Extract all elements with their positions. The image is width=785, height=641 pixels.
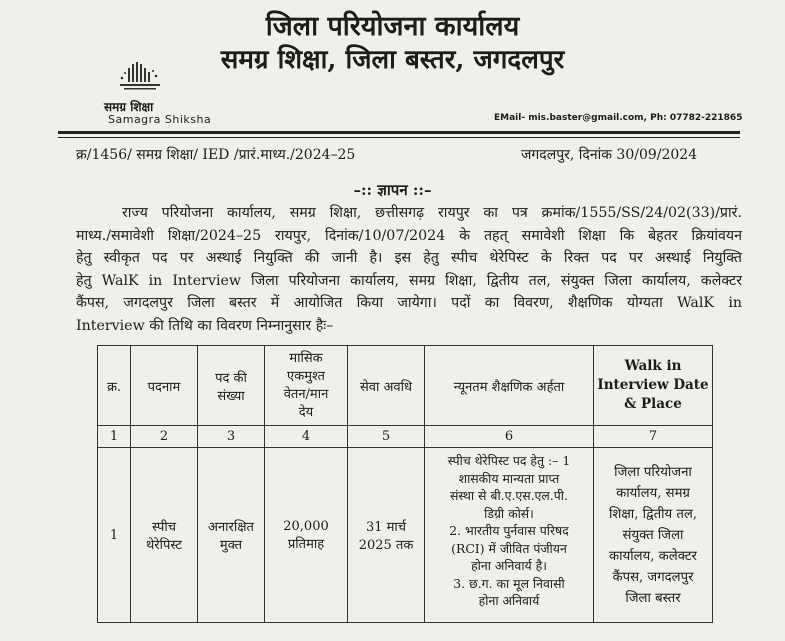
col-header-post: पदनाम	[131, 346, 198, 426]
place-line: संयुक्त जिला	[622, 527, 684, 543]
logo-text-english: Samagra Shiksha	[108, 113, 212, 126]
qual-line: 3. छ.ग. का मूल निवासी	[453, 575, 565, 591]
cell-count	[198, 448, 265, 623]
qual-line: स्पीच थेरेपिस्ट पद हेतु :– 1	[447, 453, 571, 468]
cell-duration	[348, 448, 425, 623]
samagra-shiksha-logo-icon	[118, 60, 162, 96]
qual-line: (RCI) में जीवित पंजीयन	[451, 540, 567, 556]
qual-line: शासकीय मान्यता प्राप्त	[458, 470, 560, 486]
cell-post	[131, 448, 198, 623]
col-number: 4	[265, 426, 348, 448]
col-header-qualification: न्यूनतम शैक्षणिक अर्हता	[425, 346, 594, 426]
place-line: कार्यालय, कलेक्टर	[609, 548, 697, 564]
memo-body	[76, 202, 742, 338]
col-number: 1	[98, 426, 131, 448]
letter-reference: क्र/1456/ समग्र शिक्षा/ IED /प्रारं.माध्य./2024–25	[76, 147, 356, 163]
place-line: शिक्षा, द्वितीय तल,	[608, 506, 698, 522]
office-title: जिला परियोजना कार्यालय	[265, 11, 520, 42]
salary-header-line: एकमुश्त	[287, 368, 325, 384]
col-number: 2	[131, 426, 198, 448]
walk-header-line: Walk in	[624, 358, 682, 374]
count-line: अनारक्षित	[208, 520, 254, 535]
walk-header-line: Interview Date	[597, 377, 709, 393]
qual-line: होना अनिवार्य	[478, 593, 540, 608]
table-number-row	[98, 426, 713, 448]
salary-header-line: मासिक	[289, 350, 323, 366]
memo-line: कैंपस, जगदलपुर जिला बस्तर में आयोजित किया जायेगा। पदों का विवरण, शैक्षणिक योग्यता WalK in	[76, 295, 742, 312]
header-rule-thin	[58, 137, 740, 138]
post-line: स्पीच	[151, 520, 177, 535]
salary-line: 20,000	[283, 518, 329, 534]
qual-line: संस्था से बी.ए.एस.एल.पी.	[450, 488, 568, 503]
cell-sno: 1	[98, 448, 131, 623]
logo-text-hindi: समग्र शिक्षा	[104, 100, 154, 114]
place-line: जिला परियोजना	[614, 464, 692, 480]
memo-line: राज्य परियोजना कार्यालय, समग्र शिक्षा, छत्तीसगढ़ रायपुर का पत्र क्रमांक/1555/SS/24/02(33)/प्रारं.	[122, 205, 742, 221]
col-number: 6	[425, 426, 594, 448]
col-header-duration: सेवा अवधि	[348, 346, 425, 426]
duration-line: 2025 तक	[358, 538, 414, 553]
table-row	[98, 448, 713, 623]
memo-heading: –:: ज्ञापन ::–	[353, 181, 432, 199]
cell-salary	[265, 448, 348, 623]
memo-line: हेतु WalK in Interview जिला परियोजना कार्यालय, समग्र शिक्षा, द्वितीय तल, संयुक्त जिला कार्यालय, कलेक्टर	[76, 272, 742, 289]
salary-header-line: वेतन/मान	[283, 386, 329, 402]
posts-table	[97, 345, 713, 623]
qual-line: डिग्री कोर्स।	[484, 505, 534, 521]
col-number: 5	[348, 426, 425, 448]
table-header-row	[98, 346, 713, 426]
col-number: 7	[594, 426, 713, 448]
memo-line: हेतु स्वीकृत पद पर अस्थाई नियुक्ति की जानी है। इस हेतु स्पीच थेरेपिस्ट के रिक्त पद पर अस्थाई नियुक्ति	[76, 250, 742, 267]
count-line: मुक्त	[219, 538, 243, 553]
qual-line: 2. भारतीय पुर्नवास परिषद	[449, 523, 569, 538]
walk-header-line: & Place	[624, 396, 682, 412]
col-number: 3	[198, 426, 265, 448]
post-line: थेरेपिस्ट	[146, 538, 182, 553]
place-line: कैंपस, जगदलपुर	[612, 569, 694, 585]
duration-line: 31 मार्च	[365, 520, 407, 535]
letter-date: जगदलपुर, दिनांक 30/09/2024	[521, 147, 698, 163]
col-header-count: पद की संख्या	[198, 346, 265, 426]
place-line: कार्यालय, समग्र	[616, 485, 690, 501]
salary-line: प्रतिमाह	[287, 536, 325, 552]
cell-qualification	[425, 448, 594, 623]
col-header-sno: क्र.	[98, 346, 131, 426]
qual-line: होना अनिवार्य है।	[471, 558, 547, 573]
cell-walk-in-place	[594, 448, 713, 623]
col-header-salary	[265, 346, 348, 426]
memo-line: Interview की तिथि का विवरण निम्नानुसार हैः–	[76, 317, 334, 334]
col-header-walk-in	[594, 346, 713, 426]
memo-line: माध्य./समावेशी शिक्षा/2024–25 रायपुर, दिनांक/10/07/2024 के तहत् समावेशी शिक्षा कि बेहतर क्रियांवयन	[76, 227, 742, 244]
contact-email-phone: EMail- mis.baster@gmail.com, Ph: 07782-221865	[494, 113, 743, 123]
office-subtitle: समग्र शिक्षा, जिला बस्तर, जगदलपुर	[220, 45, 565, 75]
place-line: जिला बस्तर	[625, 590, 681, 606]
header-rule-thick	[58, 131, 740, 134]
salary-header-line: देय	[298, 404, 314, 420]
